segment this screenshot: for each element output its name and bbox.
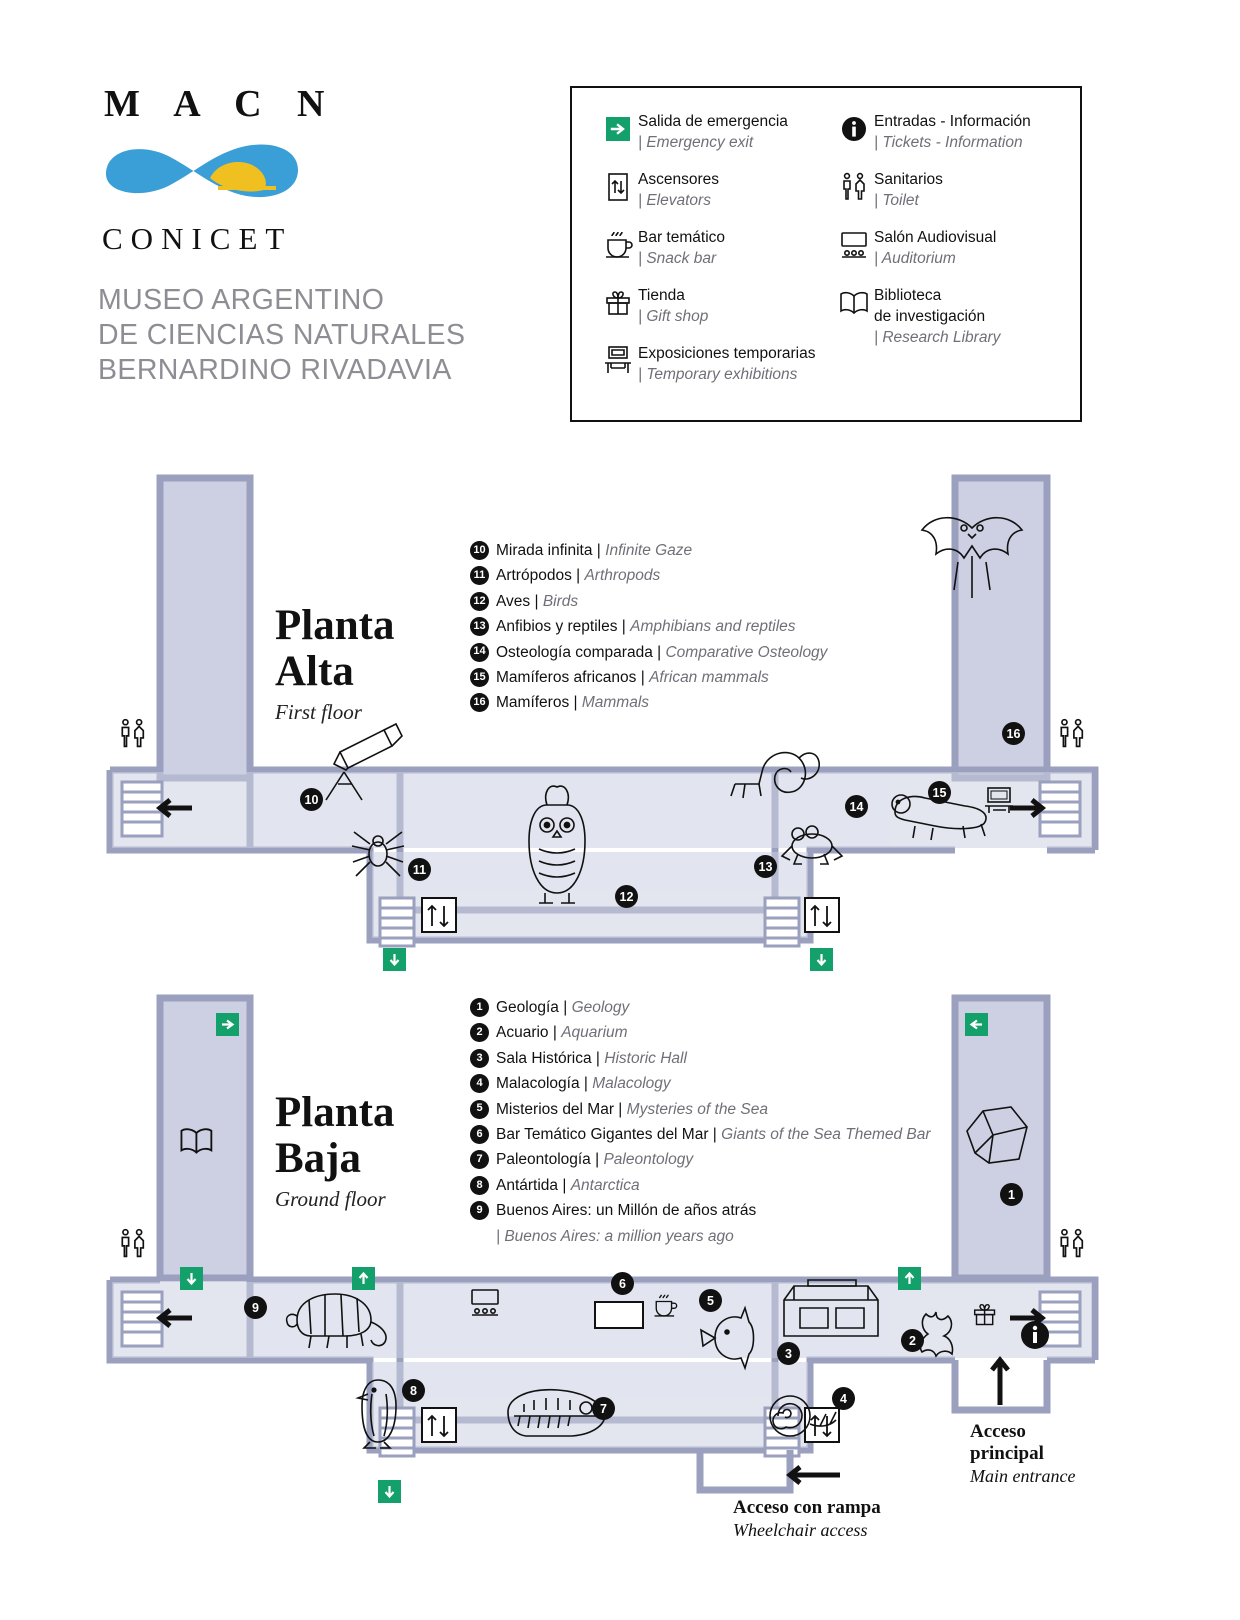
emergency-exit-sign-first-floor-left[interactable] [383, 948, 406, 971]
temporary-exhibitions-icon [598, 342, 638, 380]
macn-acronym: M A C N [104, 83, 338, 125]
ground-floor-map [100, 990, 1100, 1520]
legend-column-left [598, 110, 833, 400]
library-label-line-2: de investigación [874, 308, 986, 325]
main-entrance-es-line-1: Acceso [970, 1421, 1026, 1442]
conicet-wordmark: CONICET [102, 221, 293, 256]
room-label: Aves | Birds [496, 592, 579, 610]
legend-item-auditorium [834, 226, 1074, 269]
map-marker-8[interactable]: 8 [402, 1379, 425, 1402]
room-label: Sala Histórica | Historic Hall [496, 1049, 687, 1067]
museum-name-line-3: BERNARDINO RIVADAVIA [98, 354, 452, 386]
room-label: Mamíferos | Mammals [496, 694, 650, 712]
legend-label: Ascensores | Elevators [638, 171, 719, 209]
room-label: Mamíferos africanos | African mammals [496, 669, 769, 687]
library-label-line-1: Biblioteca [874, 287, 942, 304]
ground-floor-title-line-1: Planta [275, 1089, 395, 1136]
map-marker-4[interactable]: 4 [832, 1387, 855, 1410]
ground-floor-subtitle: Ground floor [275, 1187, 386, 1211]
emergency-exit-sign-left-wing[interactable] [216, 1013, 239, 1036]
emergency-exit-icon [598, 110, 638, 148]
room-badge: 13 [470, 617, 489, 636]
emergency-exit-sign-ground-bottom[interactable] [378, 1480, 401, 1503]
map-marker-14[interactable]: 14 [845, 795, 868, 818]
library-icon [834, 284, 874, 322]
legend-column-right [834, 110, 1074, 363]
room-badge: 8 [470, 1176, 489, 1195]
room-badge: 11 [470, 566, 489, 585]
legend-item-library [834, 284, 1074, 348]
map-marker-12[interactable]: 12 [615, 885, 638, 908]
toilet-icon [834, 168, 874, 206]
room-label: Mirada infinita | Infinite Gaze [496, 542, 693, 559]
room-label: Buenos Aires: un Millón de años atrás [496, 1202, 757, 1220]
room-badge: 5 [470, 1100, 489, 1119]
wheelchair-entrance-caption [733, 1497, 881, 1541]
wheelchair-entrance-en: Wheelchair access [733, 1520, 868, 1540]
museum-name-line-2: DE CIENCIAS NATURALES [98, 319, 466, 351]
legend-item-toilet [834, 168, 1074, 211]
gift-shop-icon [598, 284, 638, 322]
room-badge: 15 [470, 668, 489, 687]
room-badge: 6 [470, 1125, 489, 1144]
main-entrance-es-line-2: principal [970, 1443, 1044, 1464]
room-badge: 12 [470, 592, 489, 611]
room-label: Misterios del Mar | Mysteries of the Sea [496, 1100, 768, 1118]
legend-item-emergency-exit [598, 110, 833, 153]
room-label-continuation: | Buenos Aires: a million years ago [496, 1227, 734, 1245]
map-marker-15[interactable]: 15 [928, 781, 951, 804]
legend-label: Tienda | Gift shop [638, 287, 709, 325]
legend-item-information [834, 110, 1074, 153]
map-marker-16[interactable]: 16 [1002, 722, 1025, 745]
main-entrance-caption [970, 1421, 1075, 1487]
room-badge: 7 [470, 1150, 489, 1169]
legend-label: Exposiciones temporarias | Temporary exhibitions [638, 345, 816, 383]
emergency-exit-sign-right-wing[interactable] [965, 1013, 988, 1036]
map-marker-2[interactable]: 2 [901, 1329, 924, 1352]
map-marker-9[interactable]: 9 [244, 1296, 267, 1319]
legend-item-snack-bar [598, 226, 833, 269]
room-label: Malacología | Malacology [496, 1075, 671, 1093]
map-marker-11[interactable]: 11 [408, 858, 431, 881]
museum-logo-block [98, 82, 518, 388]
emergency-exit-sign-first-floor-right[interactable] [810, 948, 833, 971]
emergency-exit-sign-ground-center-left[interactable] [352, 1267, 375, 1290]
room-badge: 14 [470, 643, 489, 662]
legend-label: Biblioteca de investigación | Research Library [874, 287, 1001, 346]
room-badge: 1 [470, 998, 489, 1017]
map-marker-1[interactable]: 1 [1000, 1183, 1023, 1206]
information-icon [834, 110, 874, 148]
main-entrance-en: Main entrance [970, 1466, 1076, 1486]
first-floor-subtitle: First floor [275, 700, 362, 724]
first-floor-title-line-1: Planta [275, 602, 395, 649]
legend-label: Salida de emergencia | Emergency exit [638, 113, 788, 151]
elevator-icon [598, 168, 638, 206]
room-badge: 9 [470, 1201, 489, 1220]
room-label: Acuario | Aquarium [496, 1024, 628, 1042]
map-marker-10[interactable]: 10 [300, 788, 323, 811]
room-label: Geología | Geology [496, 999, 630, 1016]
emergency-exit-sign-ground-right[interactable] [898, 1267, 921, 1290]
first-floor-map [100, 470, 1100, 990]
room-label: Paleontología | Paleontology [496, 1151, 694, 1169]
wheelchair-entrance-es: Acceso con rampa [733, 1497, 881, 1518]
room-badge: 16 [470, 693, 489, 712]
map-marker-7[interactable]: 7 [592, 1397, 615, 1420]
first-floor-title-line-2: Alta [275, 648, 354, 695]
map-marker-5[interactable]: 5 [699, 1289, 722, 1312]
legend-label: Entradas - Información | Tickets - Information [874, 113, 1031, 151]
museum-name-line-1: MUSEO ARGENTINO [98, 284, 385, 316]
legend-item-temporary-exhibitions [598, 342, 833, 385]
emergency-exit-sign-ground-left[interactable] [180, 1267, 203, 1290]
ground-floor-title-line-2: Baja [275, 1135, 361, 1182]
room-badge: 4 [470, 1074, 489, 1093]
map-legend [570, 86, 1082, 422]
legend-label: Salón Audiovisual | Auditorium [874, 229, 997, 267]
auditorium-icon [834, 226, 874, 264]
map-marker-3[interactable]: 3 [777, 1342, 800, 1365]
conicet-infinity-logo [98, 132, 518, 215]
room-badge: 10 [470, 541, 489, 560]
room-badge: 3 [470, 1049, 489, 1068]
museum-name [98, 283, 518, 388]
room-label: Bar Temático Gigantes del Mar | Giants of the Sea Themed Bar [496, 1126, 931, 1144]
room-label: Artrópodos | Arthropods [496, 567, 661, 585]
room-label: Osteología comparada | Comparative Osteology [496, 643, 828, 661]
map-marker-13[interactable]: 13 [754, 855, 777, 878]
room-badge: 2 [470, 1023, 489, 1042]
legend-label: Sanitarios | Toilet [874, 171, 943, 209]
legend-item-gift-shop [598, 284, 833, 327]
map-marker-6[interactable]: 6 [611, 1272, 634, 1295]
snack-bar-icon [598, 226, 638, 264]
legend-item-elevators [598, 168, 833, 211]
legend-label: Bar temático | Snack bar [638, 229, 726, 267]
room-label: Anfibios y reptiles | Amphibians and reptiles [496, 618, 796, 636]
room-label: Antártida | Antarctica [496, 1176, 640, 1194]
